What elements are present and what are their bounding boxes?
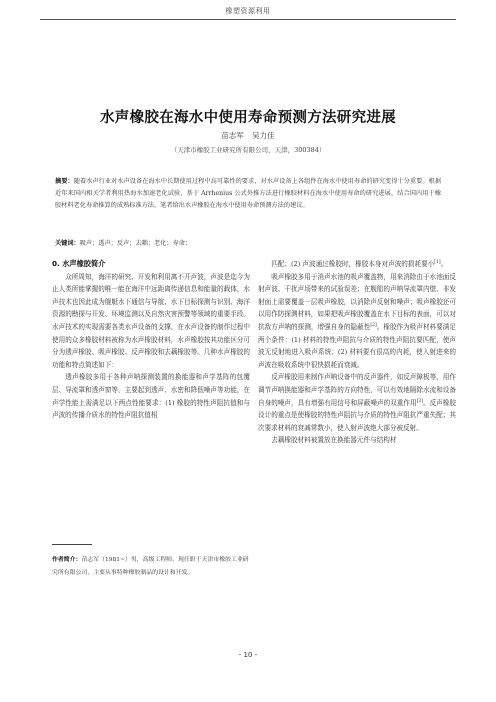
right-column (258, 258, 456, 447)
paper-title: 水声橡胶在海水中使用寿命预测方法研究进展 (100, 110, 396, 126)
body-paragraph: 众所周知，海洋的研究、开发和利用离不开声波，声波是迄今为止人类所能掌握的唯一能在海洋中远距离传递信息和能量的载体，水声技术也因此成为舰艇水下通信与导航、水下目标探测与识别、海洋资源的勘探与开发、环境监测以及自然灾害预警等领域的重要手段。水声技术的实现需要各类水声设备的支撑，在水声设备的制作过程中使用的众多橡胶材料被称为水声橡胶材料，水声橡胶按其功能区分可分为透声橡胶、吸声橡胶、反声橡胶和去藕橡胶等。几种水声橡胶的功能和特点简述如下： (52, 272, 250, 369)
citation-marker: [3] (416, 398, 423, 404)
authors: 苗志军 吴力佳 (221, 131, 275, 140)
header-rule (40, 19, 456, 20)
footnote-text: 苗志军（1981~）男，高级工程师，现任职于天津市橡胶工业研究所有限公司，主要从事特种橡胶制品的设计和开发。 (52, 557, 249, 576)
body-paragraph: 反声橡胶用来制作声呐设备中的反声器件，如反声障板等，用作调节声呐换能器和声学基阵的方向特性，可以有效地隔除水流和设备自身的噪声，具有增强有用信号和屏蔽噪声的双重作用[3]。反声橡胶设计的重点是使橡胶的特性声阻抗与介质的特性声阻抗严重失配；其次要求材料的衰减常数小，使入射声波绝大部分被反射。 (258, 373, 457, 432)
page-number: - 10 - (238, 651, 258, 659)
affiliation: （天津市橡胶工业研究所有限公司，天津，300384） (170, 146, 326, 154)
abstract-text: 随着水声行业对水声设备在海水中长期使用过程中高可靠性的要求，对水声设备上各组件在海水中使用寿命的研究变得十分重要。根据近年来国内相关学者利用热海水加速老化试验、基于 Arrhenius 公式外推方法进行橡胶材料在海水中使用寿命的研究进展，结合国内用于橡胶材料老化寿命推算的成熟标准方法，笔者给出水声橡胶在海水中使用寿命预测方法的建议。 (55, 178, 442, 210)
keywords-text: 吸声；透声；反声；去耦；老化；寿命； (79, 240, 192, 247)
citation-marker: [2] (370, 322, 377, 328)
abstract-label: 摘要： (55, 178, 74, 185)
citation-marker: [1] (434, 259, 441, 265)
body-paragraph: 吸声橡胶多用于消声水池的吸声覆盖物，用来消除由于水池面反射声波、干扰声场带来的试验误差；在舰船的声呐导流罩内壁、非发射面上需要覆盖一层吸声橡胶，以消除声反射和噪声；吸声橡胶还可以用作防探测材料，如果把吸声橡胶覆盖在水下目标的表面，可以对抗敌方声呐的探测，增强自身的隐蔽性[2]。橡胶作为吸声材料要满足两个条件：(1) 材料的特性声阻抗与介质的特性声阻抗要匹配，使声波无反射地进入吸声系统；(2) 材料要有很高的内耗，使入射进来的声波在吸收系统中很快损耗而衰减。 (258, 272, 457, 369)
keywords (55, 238, 441, 247)
author-footnote (52, 554, 250, 579)
section-heading: 0. 水声橡胶简介 (52, 259, 106, 268)
keywords-label: 关键词： (55, 240, 80, 247)
body-paragraph: 匹配；(2) 声波通过橡胶时，橡胶本身对声波的损耗要小[1]。 (271, 259, 448, 268)
footnote-label: 作者简介： (52, 556, 82, 563)
body-paragraph: 透声橡胶多用于各种声呐探测装置的换能器和声学基阵的包覆层、导流罩和透声窗等，主要起到透声、水密和降低噪声等功能，在声学性能上需满足以下两点性能要求：(1) 橡胶的特性声阻抗值和与声波的传播介质水的特性声阻抗值相 (52, 373, 250, 420)
left-column (52, 258, 250, 422)
abstract (55, 176, 441, 213)
body-paragraph: 去藕橡胶材料被置放在换能器元件与结构材 (271, 436, 397, 445)
running-head: 橡塑资源利用 (225, 7, 271, 15)
footnote-rule (52, 544, 92, 545)
